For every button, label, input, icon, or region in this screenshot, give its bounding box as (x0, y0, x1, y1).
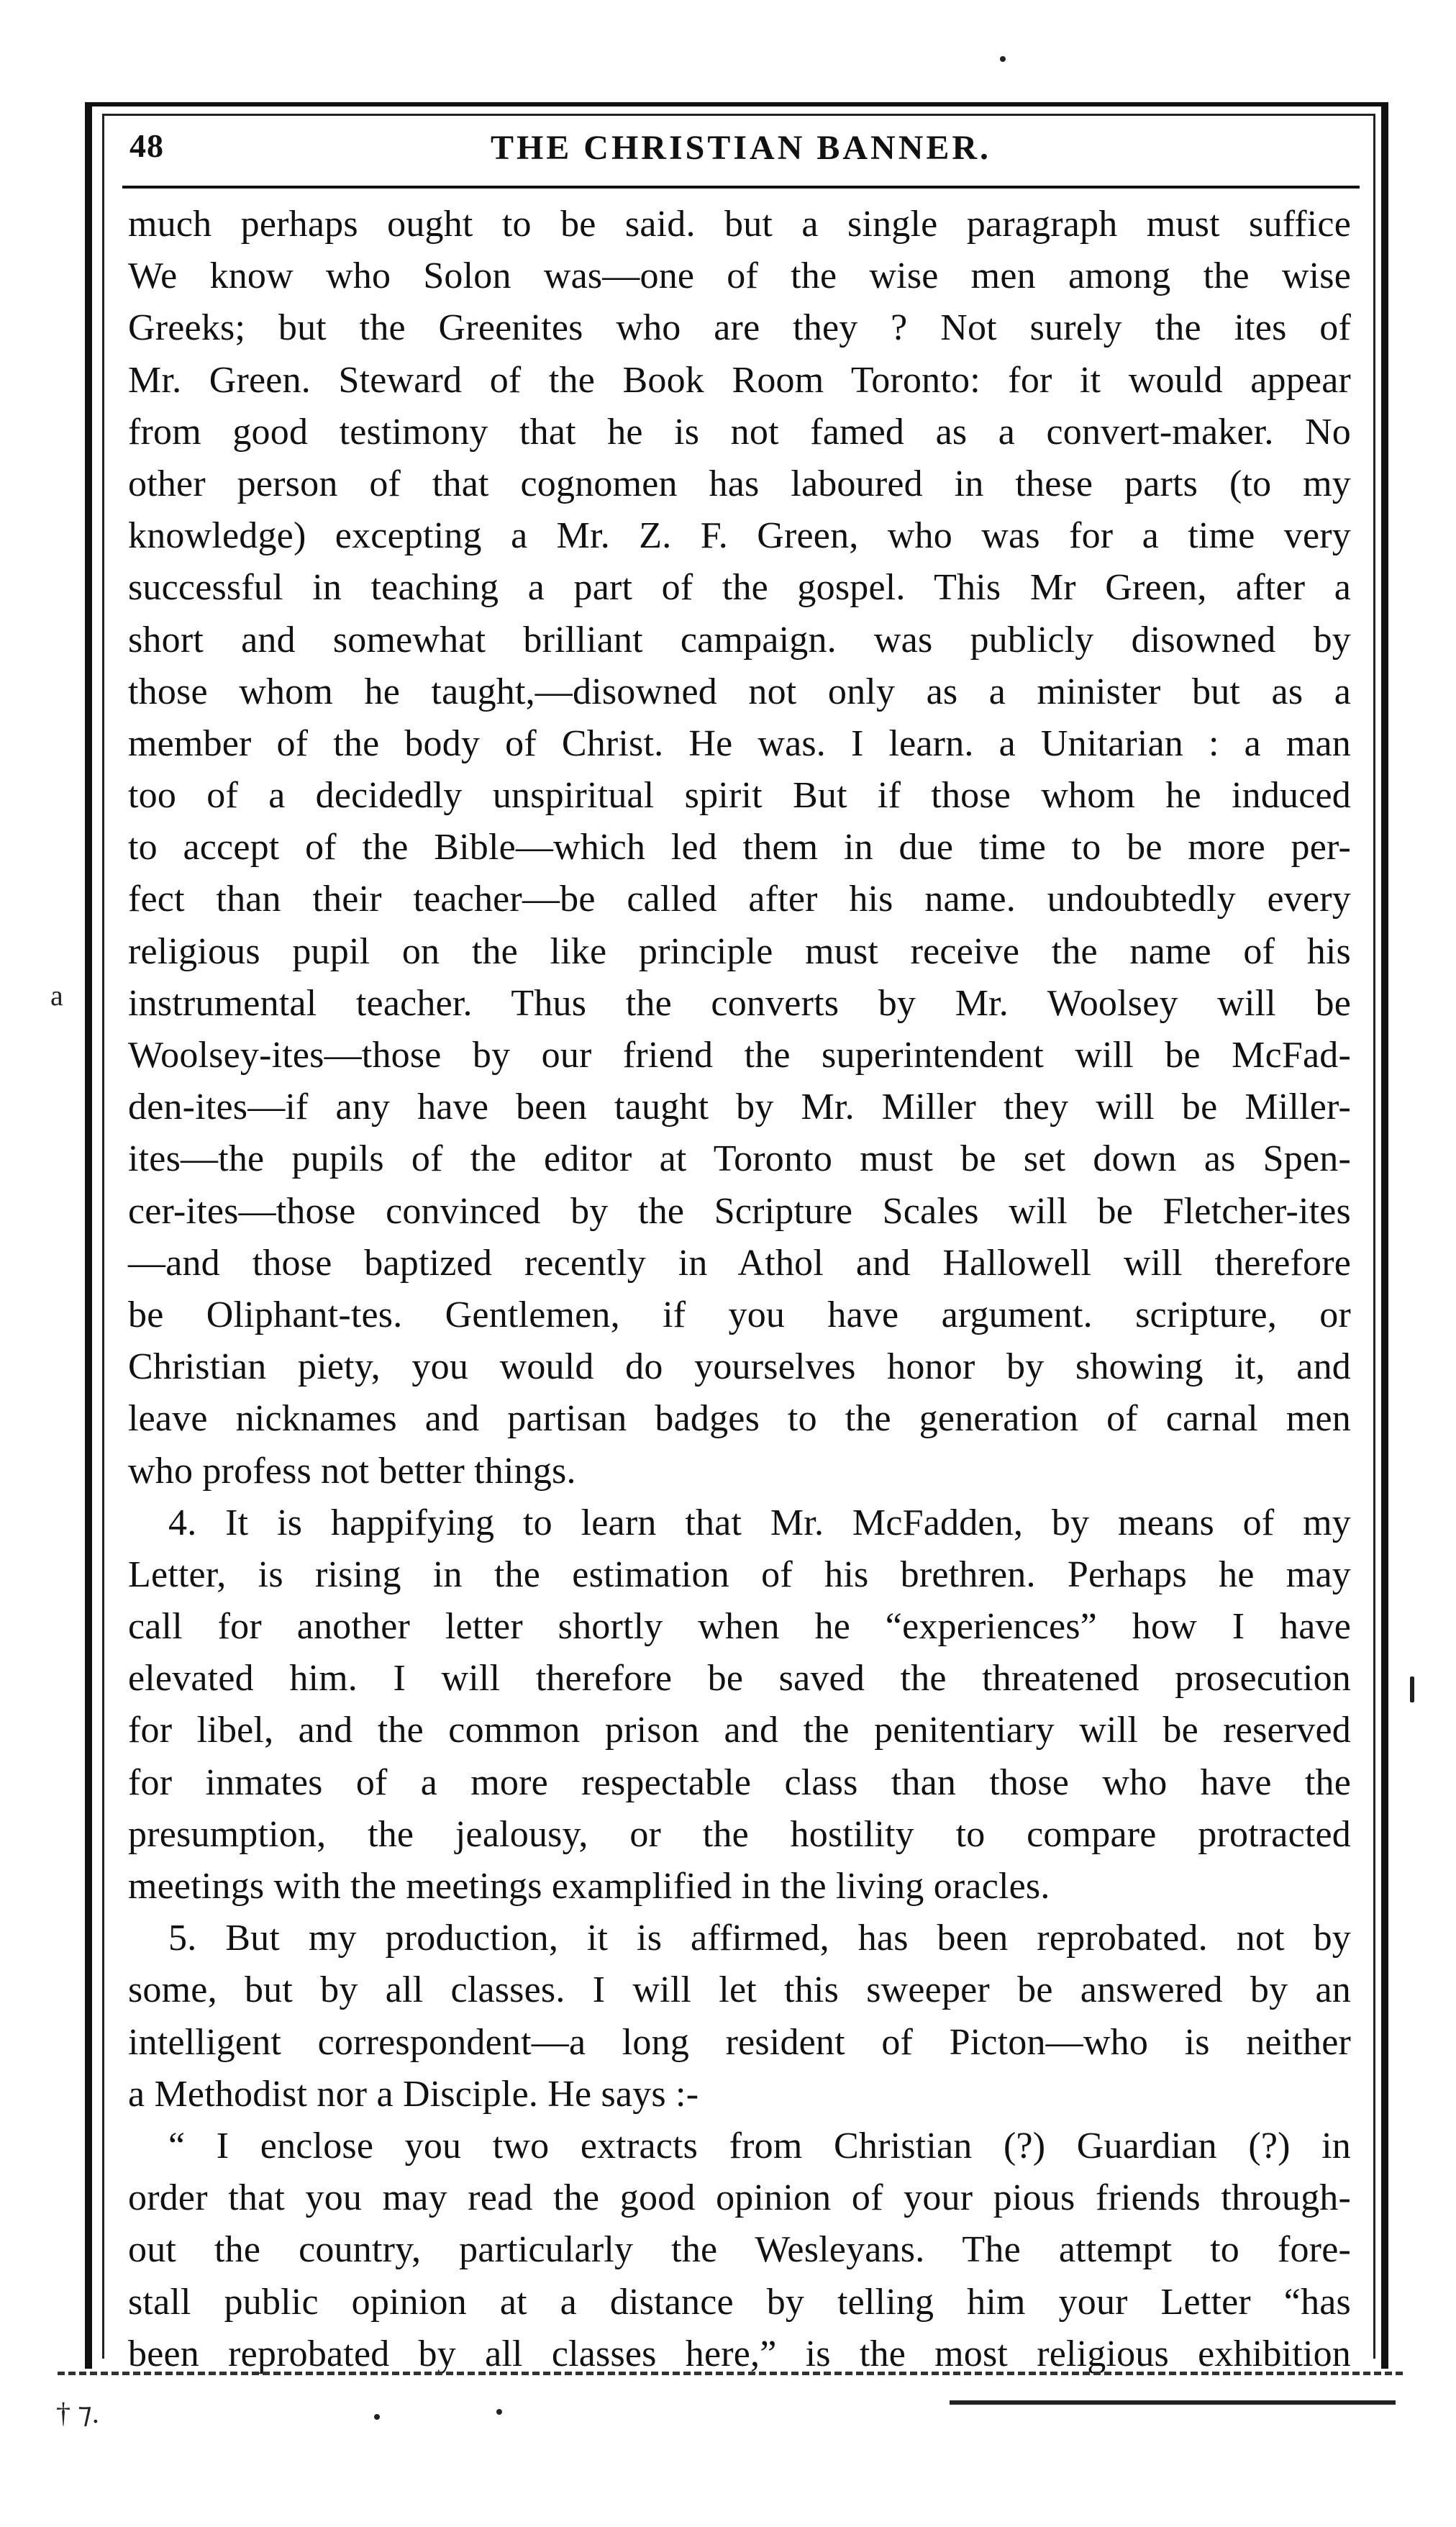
text-line-31: for inmates of a more respectable class than those who have the (128, 1761, 1351, 1803)
text-line-13: to accept of the Bible—which led them in due time to be more per- (128, 827, 1351, 868)
text-line-39: order that you may read the good opinion of your pious friends through- (128, 2177, 1351, 2219)
text-line-6: other person of that cognomen has laboured in these parts (to my (128, 463, 1351, 504)
text-line-28: call for another letter shortly when he “experiences” how I have (128, 1606, 1351, 1648)
ink-speck (374, 2414, 380, 2420)
text-line-10: those whom he taught,—disowned not only as a minister but as a (128, 671, 1351, 712)
text-line-17: Woolsey-ites—those by our friend the superintendent will be McFad- (128, 1035, 1351, 1076)
text-line-1: much perhaps ought to be said. but a single paragraph must suffice (128, 204, 1351, 245)
text-line-11: member of the body of Christ. He was. I learn. a Unitarian : a man (128, 722, 1351, 764)
ink-speck (1000, 56, 1006, 62)
text-line-4: Mr. Green. Steward of the Book Room Toronto: for it would appear (128, 359, 1351, 401)
text-line-38: “ I enclose you two extracts from Christian (?) Guardian (?) in (168, 2125, 1351, 2167)
body-text (128, 199, 1351, 2374)
text-line-21: —and those baptized recently in Athol and Hallowell will therefore (128, 1242, 1351, 1284)
text-line-24: leave nicknames and partisan badges to the generation of carnal men (128, 1398, 1351, 1440)
bottom-solid-rule (950, 2400, 1396, 2405)
page-header (122, 122, 1360, 189)
text-line-19: ites—the pupils of the editor at Toronto must be set down as Spen- (128, 1138, 1351, 1180)
text-line-2: We know who Solon was—one of the wise men among the wise (128, 255, 1351, 297)
text-line-7: knowledge) excepting a Mr. Z. F. Green, who was for a time very (128, 515, 1351, 557)
bottom-left-margin-mark: † ⁊. (56, 2397, 99, 2429)
text-line-42: been reprobated by all classes here,” is the most religious exhibition (128, 2333, 1351, 2374)
ink-speck (496, 2409, 502, 2415)
page-number: 48 (129, 127, 164, 164)
text-line-12: too of a decidedly unspiritual spirit But if those whom he induced (128, 775, 1351, 817)
text-line-41: stall public opinion at a distance by telling him your Letter “has (128, 2281, 1351, 2323)
text-line-30: for libel, and the common prison and the penitentiary will be reserved (128, 1710, 1351, 1751)
left-margin-mark: a (50, 979, 63, 1012)
text-line-35: some, but by all classes. I will let this sweeper be answered by an (128, 1969, 1351, 2011)
text-line-40: out the country, particularly the Wesleyans. The attempt to fore- (128, 2229, 1351, 2271)
text-line-32: presumption, the jealousy, or the hostility to compare protracted (128, 1813, 1351, 1855)
text-line-25: who profess not better things. (128, 1450, 576, 1492)
text-line-26: 4. It is happifying to learn that Mr. McFadden, by means of my (168, 1502, 1351, 1543)
text-line-14: fect than their teacher—be called after his name. undoubtedly every (128, 879, 1351, 920)
text-line-33: meetings with the meetings examplified in the living oracles. (128, 1866, 1050, 1907)
text-line-8: successful in teaching a part of the gospel. This Mr Green, after a (128, 567, 1351, 609)
running-title: THE CHRISTIAN BANNER. (490, 129, 992, 167)
text-line-22: be Oliphant-tes. Gentlemen, if you have argument. scripture, or (128, 1294, 1351, 1335)
ink-speck (1410, 1677, 1414, 1702)
text-line-37: a Methodist nor a Disciple. He says :- (128, 2073, 699, 2115)
text-line-15: religious pupil on the like principle must receive the name of his (128, 930, 1351, 972)
text-line-16: instrumental teacher. Thus the converts by Mr. Woolsey will be (128, 982, 1351, 1024)
bottom-dashed-rule (58, 2372, 1403, 2375)
text-line-18: den-ites—if any have been taught by Mr. Miller they will be Miller- (128, 1086, 1351, 1128)
text-line-34: 5. But my production, it is affirmed, has been reprobated. not by (168, 1918, 1351, 1959)
text-line-36: intelligent correspondent—a long resident of Picton—who is neither (128, 2021, 1351, 2063)
text-line-23: Christian piety, you would do yourselves honor by showing it, and (128, 1346, 1351, 1388)
text-line-5: from good testimony that he is not famed as a convert-maker. No (128, 411, 1351, 453)
text-line-3: Greeks; but the Greenites who are they ? Not surely the ites of (128, 307, 1351, 349)
text-line-9: short and somewhat brilliant campaign. was publicly disowned by (128, 619, 1351, 661)
text-line-27: Letter, is rising in the estimation of his brethren. Perhaps he may (128, 1553, 1351, 1595)
text-line-29: elevated him. I will therefore be saved the threatened prosecution (128, 1658, 1351, 1700)
text-line-20: cer-ites—those convinced by the Scripture Scales will be Fletcher-ites (128, 1190, 1351, 1232)
